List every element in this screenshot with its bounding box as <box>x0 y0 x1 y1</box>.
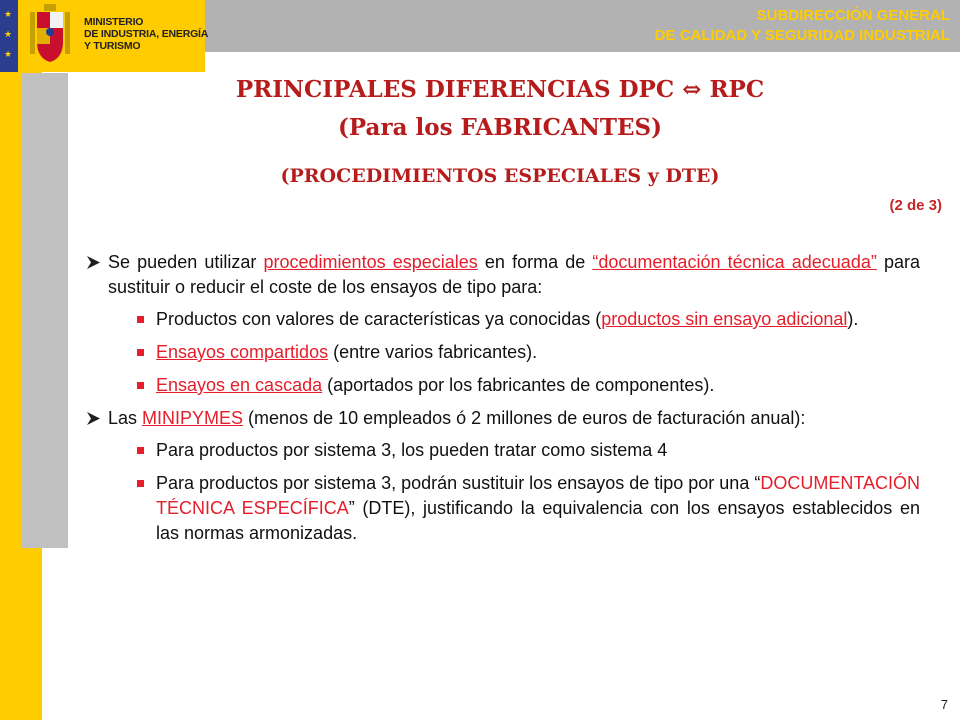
square-bullet-icon <box>137 349 144 356</box>
ministry-line-1: MINISTERIO <box>84 16 144 28</box>
coat-of-arms-icon <box>26 4 74 66</box>
subdirection-line-1: SUBDIRECCIÓN GENERAL <box>756 7 950 24</box>
subdirection-line-2: DE CALIDAD Y SEGURIDAD INDUSTRIAL <box>654 27 950 44</box>
bullet-minipymes: Las MINIPYMES (menos de 10 empleados ó 2 millones de euros de facturación anual): <box>86 406 920 431</box>
link-technical-documentation[interactable]: “documentación técnica adecuada” <box>592 252 877 272</box>
title-line-1: PRINCIPALES DIFERENCIAS DPC ⇔ RPC <box>235 76 765 103</box>
subitem-known-products: Productos con valores de características ya conocidas (productos sin ensayo adicional). <box>86 307 920 332</box>
bullet-special-procedures: Se pueden utilizar procedimientos especiales en forma de “documentación técnica adecuada” para sustituir o reducir el coste de los ensayos de tipo para: <box>86 250 920 300</box>
page-number: 7 <box>940 697 948 712</box>
ministry-line-3: Y TURISMO <box>84 40 141 52</box>
slide-content <box>86 250 920 554</box>
link-products-no-test[interactable]: productos sin ensayo adicional <box>601 309 848 329</box>
subitem-system-3-as-4: Para productos por sistema 3, los pueden tratar como sistema 4 <box>86 438 920 463</box>
ministry-name <box>84 16 208 52</box>
title-line-2: (Para los FABRICANTES) <box>338 114 662 141</box>
link-special-procedures[interactable]: procedimientos especiales <box>263 252 478 272</box>
ministry-logo <box>0 0 209 72</box>
square-bullet-icon <box>137 316 144 323</box>
subitem-shared-tests: Ensayos compartidos (entre varios fabricantes). <box>86 340 920 365</box>
subitem-cascade-tests: Ensayos en cascada (aportados por los fabricantes de componentes). <box>86 373 920 398</box>
arrow-bullet-icon <box>86 411 101 426</box>
link-shared-tests[interactable]: Ensayos compartidos <box>156 342 329 362</box>
dte-text: DOCUMENTACIÓN TÉCNICA ESPECÍFICA <box>156 473 920 518</box>
link-cascade-tests[interactable]: Ensayos en cascada <box>156 375 323 395</box>
part-indicator: (2 de 3) <box>889 197 942 214</box>
arrow-bullet-icon <box>86 255 101 270</box>
square-bullet-icon <box>137 447 144 454</box>
subitem-dte: Para productos por sistema 3, podrán sustituir los ensayos de tipo por una “DOCUMENTACIÓN TÉCNICA ESPECÍFICA” (DTE), justificando la equivalencia con los ensayos establecidos en las normas armonizadas. <box>86 471 920 546</box>
square-bullet-icon <box>137 480 144 487</box>
link-minipymes[interactable]: MINIPYMES <box>142 408 244 428</box>
ministry-line-2: DE INDUSTRIA, ENERGÍA <box>84 28 209 40</box>
gray-side-bar <box>22 73 68 548</box>
subdirection-name <box>655 6 950 46</box>
square-bullet-icon <box>137 382 144 389</box>
subtitle: (PROCEDIMIENTOS ESPECIALES y DTE) <box>280 165 720 187</box>
eu-flag-icon: ★ ★ ★ <box>0 0 18 72</box>
